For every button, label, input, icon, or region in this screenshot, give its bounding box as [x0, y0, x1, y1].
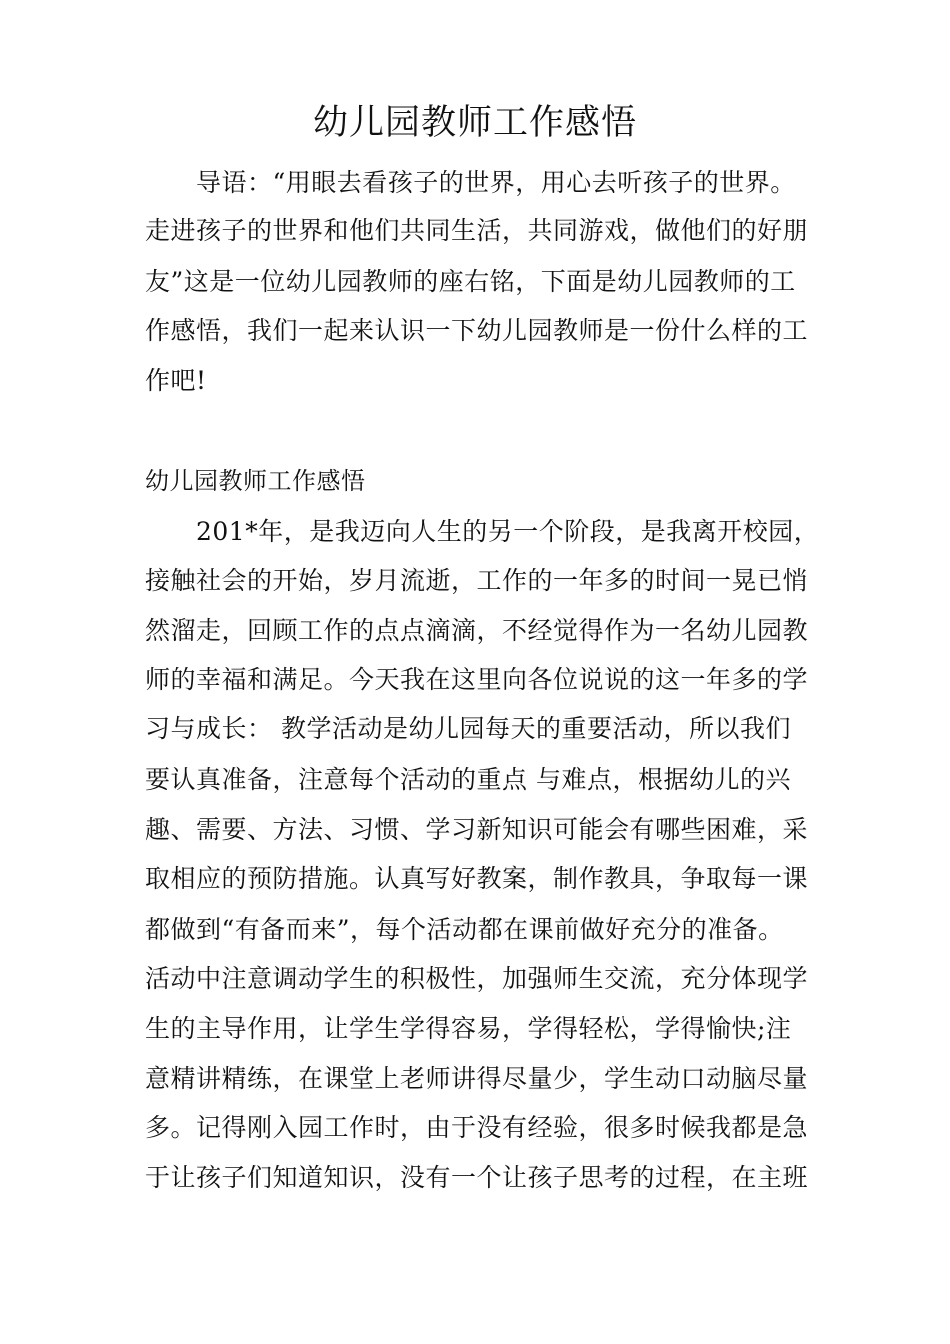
body-line: 取相应的预防措施。认真写好教案，制作教具，争取每一课	[145, 864, 809, 893]
section-heading: 幼儿园教师工作感悟	[145, 467, 366, 495]
body-line: 习与成长： 教学活动是幼儿园每天的重要活动，所以我们	[145, 714, 791, 743]
intro-line: 作吧!	[145, 366, 207, 395]
body-line: 都做到“有备而来”，每个活动都在课前做好充分的准备。	[145, 915, 784, 944]
intro-line: 作感悟，我们一起来认识一下幼儿园教师是一份什么样的工	[145, 316, 809, 345]
body-line: 意精讲精练，在课堂上老师讲得尽量少，学生动口动脑尽量	[145, 1064, 809, 1093]
body-line: 然溜走，回顾工作的点点滴滴，不经觉得作为一名幼儿园教	[145, 616, 809, 645]
intro-line: 走进孩子的世界和他们共同生活，共同游戏，做他们的好朋	[145, 216, 809, 245]
intro-line: 友”这是一位幼儿园教师的座右铭，下面是幼儿园教师的工	[145, 267, 796, 296]
body-line: 要认真准备，注意每个活动的重点 与难点，根据幼儿的兴	[145, 765, 791, 794]
body-line: 于让孩子们知道知识，没有一个让孩子思考的过程，在主班	[145, 1163, 809, 1192]
body-line: 活动中注意调动学生的积极性，加强师生交流，充分体现学	[145, 964, 809, 993]
body-line: 201*年，是我迈向人生的另一个阶段，是我离开校园，	[196, 517, 820, 546]
body-line: 生的主导作用，让学生学得容易，学得轻松，学得愉快;注	[145, 1014, 792, 1043]
body-line: 趣、需要、方法、习惯、学习新知识可能会有哪些困难，采	[145, 815, 809, 844]
body-line: 师的幸福和满足。今天我在这里向各位说说的这一年多的学	[145, 665, 809, 694]
intro-line: 导语：“用眼去看孩子的世界，用心去听孩子的世界。	[196, 168, 796, 197]
body-line: 接触社会的开始，岁月流逝，工作的一年多的时间一晃已悄	[145, 566, 809, 595]
body-line: 多。记得刚入园工作时，由于没有经验，很多时候我都是急	[145, 1113, 809, 1142]
page-title: 幼儿园教师工作感悟	[312, 103, 637, 143]
